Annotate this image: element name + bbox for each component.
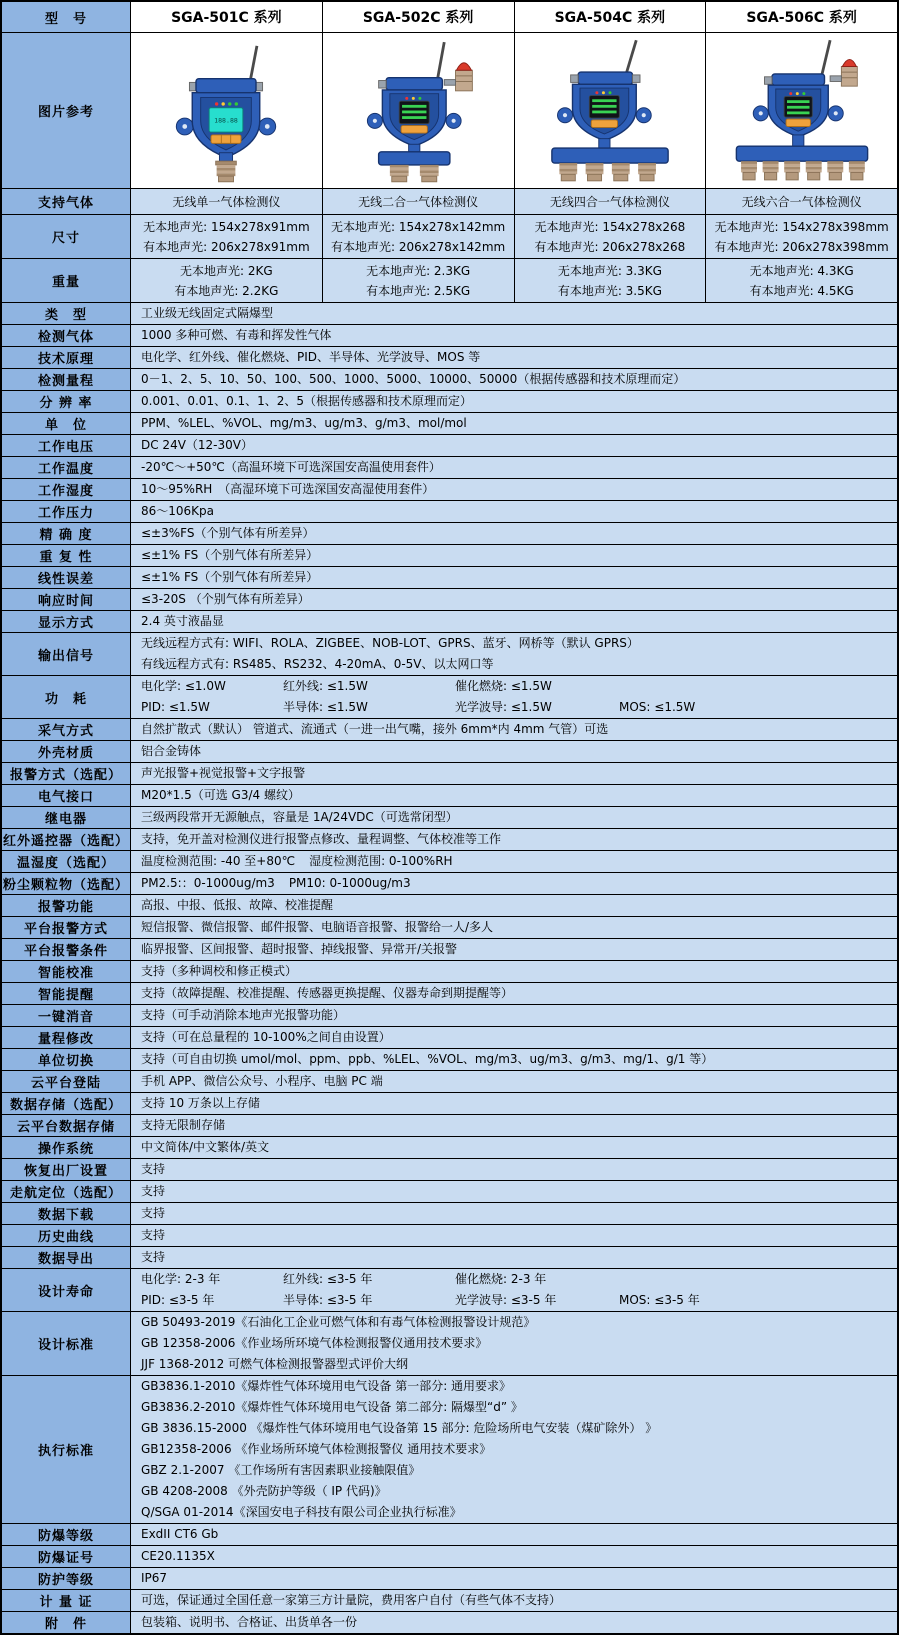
spec-rows-container xyxy=(2,303,897,1633)
spec-row xyxy=(2,1071,897,1093)
spec-row xyxy=(2,785,897,807)
spec-value-segment: MOS: ≤1.5W xyxy=(619,700,696,714)
spec-value-segment: 电化学: ≤1.0W xyxy=(141,679,226,693)
spec-row xyxy=(2,501,897,523)
spec-value-segment: 红外线: ≤1.5W xyxy=(283,679,368,693)
spec-value-segment: PM10: 0-1000ug/m3 xyxy=(288,876,411,890)
spec-row xyxy=(2,1049,897,1071)
spec-value xyxy=(130,763,897,784)
spec-label: 平台报警方式 xyxy=(2,917,130,938)
spec-label: 执行标准 xyxy=(2,1376,130,1523)
spec-row xyxy=(2,1247,897,1269)
spec-row xyxy=(2,1093,897,1115)
spec-row xyxy=(2,457,897,479)
spec-label: 走航定位（选配） xyxy=(2,1181,130,1202)
spec-value-segment: 半导体: ≤1.5W xyxy=(283,700,368,714)
size-row xyxy=(2,215,897,259)
product-image-sga-506c xyxy=(712,36,892,186)
spec-label: 恢复出厂设置 xyxy=(2,1159,130,1180)
spec-value-line: ≤3-20S （个别气体有所差异） xyxy=(141,592,310,606)
spec-value xyxy=(130,1524,897,1545)
spec-label: 云平台数据存储 xyxy=(2,1115,130,1136)
spec-value-line: 支持 xyxy=(141,1250,166,1264)
spec-value xyxy=(130,873,897,894)
spec-value xyxy=(130,785,897,806)
spec-label: 显示方式 xyxy=(2,611,130,632)
spec-label: 工作电压 xyxy=(2,435,130,456)
header-model-sga-506c: SGA-506C 系列 xyxy=(705,2,897,32)
spec-label: 数据存储（选配） xyxy=(2,1093,130,1114)
spec-label: 报警方式（选配） xyxy=(2,763,130,784)
size-cell-sga-504c: 无本地声光: 154x278x268 有本地声光: 206x278x268 xyxy=(514,215,706,258)
gas-value: 无线六合一气体检测仪 xyxy=(741,194,862,209)
spec-value xyxy=(130,1005,897,1026)
spec-label: 尺寸 xyxy=(2,215,130,258)
spec-value-line: 0.001、0.01、0.1、1、2、5（根据传感器和技术原理而定） xyxy=(141,394,473,408)
gas-cell-sga-504c xyxy=(514,189,706,214)
product-image-sga-502c xyxy=(328,36,508,186)
supported-gas-row xyxy=(2,189,897,215)
spec-value-line: 支持（可自由切换 umol/mol、ppm、ppb、%LEL、%VOL、mg/m3、ug/m3、g/m3、mg/1、g/1 等） xyxy=(141,1052,714,1066)
spec-value-line: M20*1.5（可选 G3/4 螺纹） xyxy=(141,788,300,802)
spec-row xyxy=(2,479,897,501)
spec-value-segment: PM2.5:：0-1000ug/m3 xyxy=(141,876,275,890)
gas-value: 无线二合一气体检测仪 xyxy=(358,194,479,209)
image-row-label: 图片参考 xyxy=(2,33,130,188)
spec-row xyxy=(2,369,897,391)
spec-row xyxy=(2,719,897,741)
spec-label: 粉尘颗粒物（选配） xyxy=(2,873,130,894)
spec-label: 量程修改 xyxy=(2,1027,130,1048)
spec-label: 类 型 xyxy=(2,303,130,324)
spec-value-line: GB 50493-2019《石油化工企业可燃气体和有毒气体检测报警设计规范》 xyxy=(141,1315,536,1329)
spec-value-line xyxy=(141,873,461,894)
spec-value-line: 支持 10 万条以上存储 xyxy=(141,1096,260,1110)
spec-value xyxy=(130,435,897,456)
spec-value xyxy=(130,1093,897,1114)
spec-label: 智能提醒 xyxy=(2,983,130,1004)
spec-label: 技术原理 xyxy=(2,347,130,368)
spec-value xyxy=(130,1546,897,1567)
spec-value-line: 中文简体/中文繁体/英文 xyxy=(141,1140,270,1154)
product-image-sga-504c xyxy=(520,36,700,186)
spec-value xyxy=(130,829,897,850)
spec-value xyxy=(130,676,897,718)
spec-value xyxy=(130,369,897,390)
spec-value-segment: 光学波导: ≤3-5 年 xyxy=(455,1293,557,1307)
spec-value-segment: 电化学: 2-3 年 xyxy=(141,1272,221,1286)
size-cell-sga-502c: 无本地声光: 154x278x142mm 有本地声光: 206x278x142mm xyxy=(322,215,514,258)
spec-row xyxy=(2,961,897,983)
spec-value-line: 支持 xyxy=(141,1162,166,1176)
spec-row xyxy=(2,435,897,457)
spec-value xyxy=(130,939,897,960)
header-model-sga-502c: SGA-502C 系列 xyxy=(322,2,514,32)
spec-value-line: 1000 多种可燃、有毒和挥发性气体 xyxy=(141,328,332,342)
spec-row xyxy=(2,1181,897,1203)
spec-row xyxy=(2,347,897,369)
spec-value-line: 支持（可手动消除本地声光报警功能） xyxy=(141,1008,346,1022)
spec-row xyxy=(2,611,897,633)
spec-value xyxy=(130,523,897,544)
spec-row xyxy=(2,983,897,1005)
spec-value-segment: 催化燃烧: 2-3 年 xyxy=(455,1272,547,1286)
header-row xyxy=(2,2,897,33)
spec-value-line: JJF 1368-2012 可燃气体检测报警器型式评价大纲 xyxy=(141,1357,409,1371)
weight-cell-sga-506c: 无本地声光: 4.3KG 有本地声光: 4.5KG xyxy=(705,259,897,302)
weight-cell-sga-504c: 无本地声光: 3.3KG 有本地声光: 3.5KG xyxy=(514,259,706,302)
spec-row xyxy=(2,917,897,939)
spec-value-line: 支持 xyxy=(141,1206,166,1220)
spec-value xyxy=(130,1115,897,1136)
spec-value xyxy=(130,1225,897,1246)
spec-value-line: IP67 xyxy=(141,1571,168,1585)
spec-value xyxy=(130,479,897,500)
weight-cell-sga-502c: 无本地声光: 2.3KG 有本地声光: 2.5KG xyxy=(322,259,514,302)
spec-label: 防护等级 xyxy=(2,1568,130,1589)
spec-row xyxy=(2,1590,897,1612)
spec-row xyxy=(2,413,897,435)
spec-value-segment: 湿度检测范围: 0-100%RH xyxy=(309,854,453,868)
spec-value xyxy=(130,1590,897,1611)
spec-row xyxy=(2,676,897,719)
spec-value-line: DC 24V（12-30V） xyxy=(141,438,253,452)
spec-value xyxy=(130,545,897,566)
spec-value-line: 支持 xyxy=(141,1228,166,1242)
spec-value-line: 有线远程方式有: RS485、RS232、4-20mA、0-5V、以太网口等 xyxy=(141,657,494,671)
spec-value-segment: 红外线: ≤3-5 年 xyxy=(283,1272,373,1286)
spec-value xyxy=(130,1203,897,1224)
spec-value xyxy=(130,1247,897,1268)
spec-value xyxy=(130,589,897,610)
spec-value xyxy=(130,391,897,412)
spec-label: 功 耗 xyxy=(2,676,130,718)
spec-value xyxy=(130,1376,897,1523)
spec-value-line: 支持，免开盖对检测仪进行报警点修改、量程调整、气体校准等工作 xyxy=(141,832,502,846)
spec-label: 继电器 xyxy=(2,807,130,828)
spec-value-line: GB3836.2-2010《爆炸性气体环境用电气设备 第二部分: 隔爆型“d” 》 xyxy=(141,1400,523,1414)
spec-value-line: 高报、中报、低报、故障、校准提醒 xyxy=(141,898,334,912)
spec-row xyxy=(2,391,897,413)
spec-row xyxy=(2,589,897,611)
spec-value-line: 短信报警、微信报警、邮件报警、电脑语音报警、报警给一人/多人 xyxy=(141,920,494,934)
spec-row xyxy=(2,1376,897,1524)
spec-row xyxy=(2,763,897,785)
spec-value-line: GB12358-2006 《作业场所环境气体检测报警仪 通用技术要求》 xyxy=(141,1442,492,1456)
spec-row xyxy=(2,895,897,917)
spec-row xyxy=(2,1159,897,1181)
spec-label: 响应时间 xyxy=(2,589,130,610)
spec-value-line: 无线远程方式有: WIFI、ROLA、ZIGBEE、NOB-LOT、GPRS、蓝牙、网桥等（默认 GPRS） xyxy=(141,636,639,650)
spec-value xyxy=(130,1071,897,1092)
spec-label: 精 确 度 xyxy=(2,523,130,544)
spec-row xyxy=(2,1203,897,1225)
spec-row xyxy=(2,1115,897,1137)
spec-row xyxy=(2,303,897,325)
spec-label: 计 量 证 xyxy=(2,1590,130,1611)
spec-value-line: GB 4208-2008 《外壳防护等级（ IP 代码)》 xyxy=(141,1484,387,1498)
spec-value-segment: 半导体: ≤3-5 年 xyxy=(283,1293,373,1307)
spec-value-line: -20℃～+50℃（高温环境下可选深国安高温使用套件） xyxy=(141,460,441,474)
spec-value-segment: PID: ≤1.5W xyxy=(141,700,210,714)
spec-value-line: 临界报警、区间报警、超时报警、掉线报警、异常开/关报警 xyxy=(141,942,458,956)
spec-value-line: PPM、%LEL、%VOL、mg/m3、ug/m3、g/m3、mol/mol xyxy=(141,416,467,430)
spec-label: 单位切换 xyxy=(2,1049,130,1070)
spec-row xyxy=(2,633,897,676)
spec-value-line: ExdII CT6 Gb xyxy=(141,1527,219,1541)
spec-label: 工作压力 xyxy=(2,501,130,522)
spec-value xyxy=(130,1612,897,1633)
spec-label: 防爆证号 xyxy=(2,1546,130,1567)
spec-label: 云平台登陆 xyxy=(2,1071,130,1092)
spec-value-line: GB3836.1-2010《爆炸性气体环境用电气设备 第一部分: 通用要求》 xyxy=(141,1379,512,1393)
spec-label: 检测量程 xyxy=(2,369,130,390)
spec-row xyxy=(2,829,897,851)
spec-label: 支持气体 xyxy=(2,189,130,214)
product-image-cell xyxy=(514,33,706,188)
spec-value-line: GBZ 2.1-2007 《工作场所有害因素职业接触限值》 xyxy=(141,1463,421,1477)
spec-label: 平台报警条件 xyxy=(2,939,130,960)
spec-label: 智能校准 xyxy=(2,961,130,982)
spec-value xyxy=(130,917,897,938)
spec-row xyxy=(2,741,897,763)
spec-value xyxy=(130,983,897,1004)
spec-label: 报警功能 xyxy=(2,895,130,916)
spec-value-segment: 催化燃烧: ≤1.5W xyxy=(455,679,552,693)
gas-cell-sga-506c xyxy=(705,189,897,214)
spec-value xyxy=(130,501,897,522)
spec-label: 数据导出 xyxy=(2,1247,130,1268)
spec-value xyxy=(130,1049,897,1070)
spec-value xyxy=(130,895,897,916)
spec-value xyxy=(130,807,897,828)
spec-row xyxy=(2,1027,897,1049)
spec-value-line: 手机 APP、微信公众号、小程序、电脑 PC 端 xyxy=(141,1074,383,1088)
spec-row xyxy=(2,1005,897,1027)
product-image-cell xyxy=(130,33,322,188)
spec-label: 检测气体 xyxy=(2,325,130,346)
spec-label: 线性误差 xyxy=(2,567,130,588)
spec-value-line: Q/SGA 01-2014《深国安电子科技有限公司企业执行标准》 xyxy=(141,1505,462,1519)
spec-label: 温湿度（选配） xyxy=(2,851,130,872)
gas-cell-sga-502c xyxy=(322,189,514,214)
spec-value xyxy=(130,1159,897,1180)
spec-label: 历史曲线 xyxy=(2,1225,130,1246)
weight-cell-sga-501c: 无本地声光: 2KG 有本地声光: 2.2KG xyxy=(130,259,322,302)
svg-text:188.88: 188.88 xyxy=(214,116,239,125)
spec-label: 红外遥控器（选配） xyxy=(2,829,130,850)
spec-value-line: 86～106Kpa xyxy=(141,504,215,518)
spec-value-line xyxy=(141,697,709,718)
spec-value-line: 包装箱、说明书、合格证、出货单各一份 xyxy=(141,1615,358,1629)
gas-cell-sga-501c xyxy=(130,189,322,214)
header-model-label: 型 号 xyxy=(2,2,130,32)
spec-label: 设计标准 xyxy=(2,1312,130,1375)
spec-row xyxy=(2,873,897,895)
spec-value-line: ≤±1% FS（个别气体有所差异） xyxy=(141,570,319,584)
spec-value-line: GB 12358-2006《作业场所环境气体检测报警仪通用技术要求》 xyxy=(141,1336,488,1350)
spec-value xyxy=(130,457,897,478)
spec-label: 采气方式 xyxy=(2,719,130,740)
spec-value xyxy=(130,303,897,324)
gas-value: 无线四合一气体检测仪 xyxy=(549,194,670,209)
spec-value xyxy=(130,1568,897,1589)
header-model-sga-501c: SGA-501C 系列 xyxy=(130,2,322,32)
spec-row xyxy=(2,1269,897,1312)
spec-value xyxy=(130,611,897,632)
spec-value-line: 工业级无线固定式隔爆型 xyxy=(141,306,274,320)
spec-row xyxy=(2,1524,897,1546)
product-image-cell xyxy=(705,33,897,188)
spec-row xyxy=(2,523,897,545)
spec-row xyxy=(2,1225,897,1247)
spec-value-line: CE20.1135X xyxy=(141,1549,215,1563)
spec-value xyxy=(130,961,897,982)
spec-value xyxy=(130,1269,897,1311)
image-row xyxy=(2,33,897,189)
spec-value-line: 支持（故障提醒、校准提醒、传感器更换提醒、仪器寿命到期提醒等） xyxy=(141,986,514,1000)
spec-label: 数据下载 xyxy=(2,1203,130,1224)
size-cell-sga-501c: 无本地声光: 154x278x91mm 有本地声光: 206x278x91mm xyxy=(130,215,322,258)
spec-label: 防爆等级 xyxy=(2,1524,130,1545)
spec-row xyxy=(2,851,897,873)
spec-row xyxy=(2,1568,897,1590)
spec-label: 电气接口 xyxy=(2,785,130,806)
spec-value xyxy=(130,851,897,872)
spec-value-line: 电化学、红外线、催化燃烧、PID、半导体、光学波导、MOS 等 xyxy=(141,350,481,364)
header-model-sga-504c: SGA-504C 系列 xyxy=(514,2,706,32)
spec-label: 输出信号 xyxy=(2,633,130,675)
spec-label: 重 复 性 xyxy=(2,545,130,566)
spec-value-line: 可选，保证通过全国任意一家第三方计量院，费用客户自付（有些气体不支持） xyxy=(141,1593,562,1607)
spec-value-line: 2.4 英寸液晶显 xyxy=(141,614,224,628)
spec-value-line: 支持无限制存储 xyxy=(141,1118,226,1132)
spec-value-line xyxy=(141,851,481,872)
spec-value xyxy=(130,567,897,588)
spec-row xyxy=(2,545,897,567)
spec-value-segment: 光学波导: ≤1.5W xyxy=(455,700,552,714)
spec-label: 附 件 xyxy=(2,1612,130,1633)
spec-value-line: 声光报警+视觉报警+文字报警 xyxy=(141,766,306,780)
spec-label: 操作系统 xyxy=(2,1137,130,1158)
spec-label: 设计寿命 xyxy=(2,1269,130,1311)
spec-row xyxy=(2,325,897,347)
spec-value xyxy=(130,1312,897,1375)
spec-value-line: 支持（多种调校和修正模式） xyxy=(141,964,298,978)
spec-label: 外壳材质 xyxy=(2,741,130,762)
spec-label: 分 辨 率 xyxy=(2,391,130,412)
spec-row xyxy=(2,1312,897,1376)
spec-label: 工作温度 xyxy=(2,457,130,478)
spec-value xyxy=(130,741,897,762)
spec-value xyxy=(130,633,897,675)
spec-value-line: ≤±3%FS（个别气体有所差异） xyxy=(141,526,315,540)
size-cell-sga-506c: 无本地声光: 154x278x398mm 有本地声光: 206x278x398mm xyxy=(705,215,897,258)
spec-value xyxy=(130,1181,897,1202)
product-image-cell xyxy=(322,33,514,188)
spec-value-line: GB 3836.15-2000 《爆炸性气体环境用电气设备第 15 部分: 危险场所电气安装（煤矿除外） 》 xyxy=(141,1421,658,1435)
spec-value-segment: MOS: ≤3-5 年 xyxy=(619,1293,700,1307)
spec-value-line: 自然扩散式（默认） 管道式、流通式（一进一出气嘴，接外 6mm*内 4mm 气管）可选 xyxy=(141,722,609,736)
spec-value xyxy=(130,413,897,434)
spec-value-line: 支持 xyxy=(141,1184,166,1198)
gas-value: 无线单一气体检测仪 xyxy=(172,194,281,209)
spec-value-line: 支持（可在总量程的 10-100%之间自由设置） xyxy=(141,1030,391,1044)
spec-row xyxy=(2,1612,897,1633)
spec-value xyxy=(130,1137,897,1158)
spec-label: 工作湿度 xyxy=(2,479,130,500)
spec-value-line: 铝合金铸体 xyxy=(141,744,202,758)
product-image-sga-501c xyxy=(136,36,316,186)
spec-row xyxy=(2,939,897,961)
spec-row xyxy=(2,1546,897,1568)
spec-value xyxy=(130,719,897,740)
spec-row xyxy=(2,807,897,829)
spec-row xyxy=(2,567,897,589)
spec-label: 一键消音 xyxy=(2,1005,130,1026)
spec-row xyxy=(2,1137,897,1159)
spec-value xyxy=(130,325,897,346)
spec-value-line: ≤±1% FS（个别气体有所差异） xyxy=(141,548,319,562)
spec-value-line: 0－1、2、5、10、50、100、500、1000、5000、10000、50000（根据传感器和技术原理而定） xyxy=(141,372,686,386)
spec-value xyxy=(130,347,897,368)
spec-value-line: 10～95%RH （高湿环境下可选深国安高湿使用套件） xyxy=(141,482,435,496)
spec-label: 重量 xyxy=(2,259,130,302)
spec-value-line xyxy=(141,1290,714,1311)
spec-value-line xyxy=(141,676,619,697)
spec-value-segment: 温度检测范围: -40 至+80℃ xyxy=(141,854,296,868)
spec-value-line: 三级两段常开无源触点，容量是 1A/24VDC（可选常闭型） xyxy=(141,810,458,824)
spec-label: 单 位 xyxy=(2,413,130,434)
spec-value-segment: PID: ≤3-5 年 xyxy=(141,1293,215,1307)
spec-value-line xyxy=(141,1269,619,1290)
spec-value xyxy=(130,1027,897,1048)
weight-row xyxy=(2,259,897,303)
